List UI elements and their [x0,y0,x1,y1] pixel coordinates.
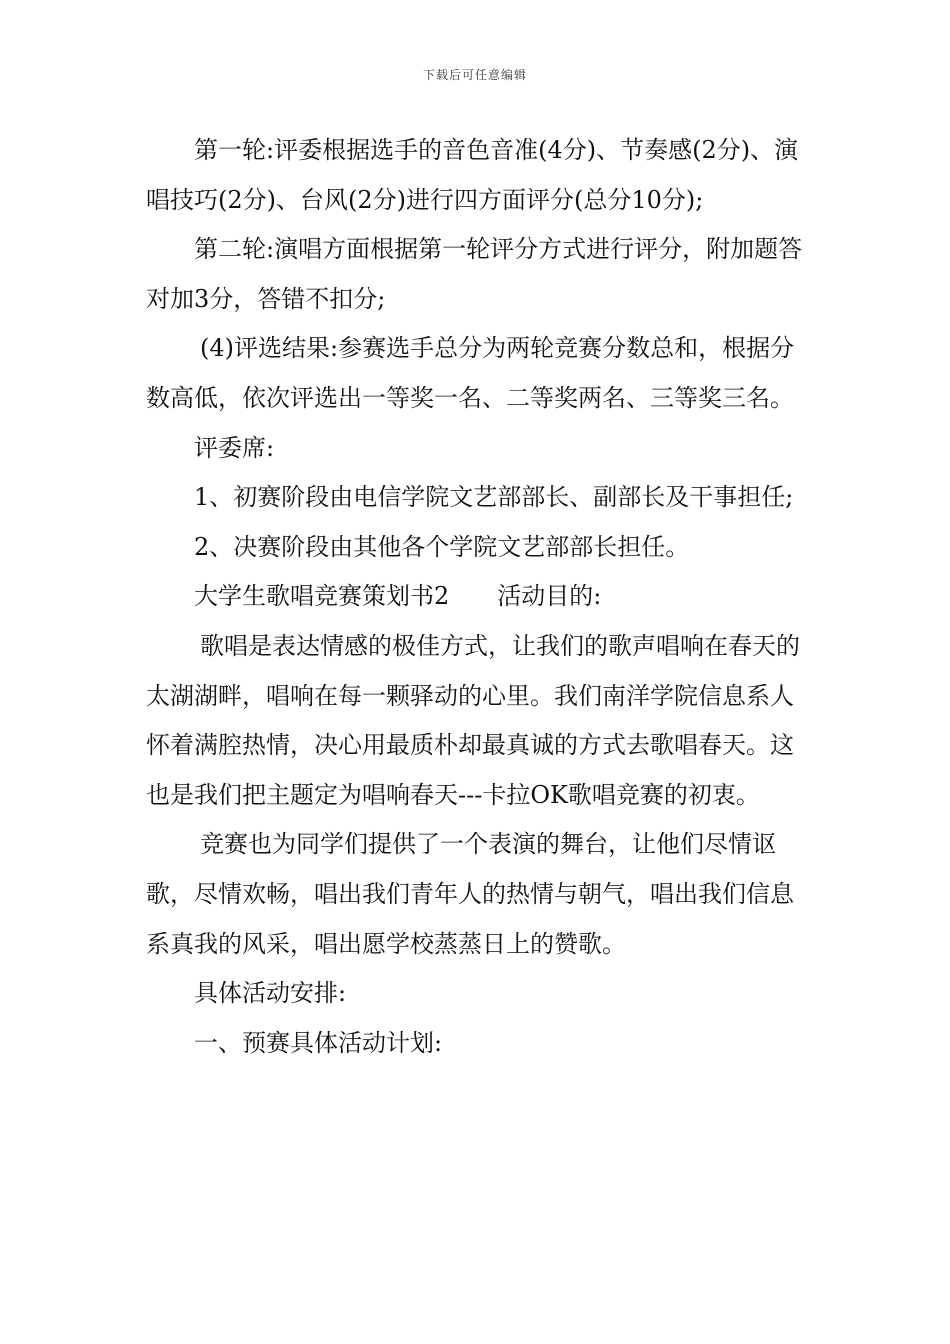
paragraph-preliminary-plan-heading: 一、预赛具体活动计划: [194,1028,443,1057]
paragraph-purpose-one: 歌唱是表达情感的极佳方式，让我们的歌声唱响在春天的太湖湖畔，唱响在每一颗驿动的心里。我们南洋学院信息系人怀着满腔热情，决心用最质朴却最真诚的方式去歌唱春天。这也是我们把主题定为唱响春天---卡拉OK歌唱竞赛的初衷。 [146,631,800,809]
paragraph-round-one: 第一轮:评委根据选手的音色音准(4分)、节奏感(2分)、演唱技巧(2分)、台风(2分)进行四方面评分(总分10分); [146,136,799,214]
paragraph-round-two: 第二轮:演唱方面根据第一轮评分方式进行评分，附加题答对加3分，答错不扣分; [146,235,803,313]
document-body [146,126,812,1068]
paragraph-results: (4)评选结果:参赛选手总分为两轮竞赛分数总和，根据分数高低，依次评选出一等奖一名、二等奖两名、三等奖三名。 [146,334,795,412]
section-title-line [146,572,812,622]
paragraph-arrangement-heading: 具体活动安排: [194,979,347,1008]
paragraph-judges-final: 2、决赛阶段由其他各个学院文艺部部长担任。 [194,532,690,561]
section-title: 大学生歌唱竞赛策划书2 [194,582,450,611]
section-subtitle-purpose: 活动目的: [497,582,602,611]
page-header-note: 下载后可任意编辑 [422,68,527,82]
paragraph-judges-preliminary: 1、初赛阶段由电信学院文艺部部长、副部长及干事担任; [194,483,794,512]
paragraph-judges-heading: 评委席: [194,433,275,462]
paragraph-purpose-two: 竞赛也为同学们提供了一个表演的舞台，让他们尽情讴歌，尽情欢畅，唱出我们青年人的热情与朝气，唱出我们信息系真我的风采，唱出愿学校蒸蒸日上的赞歌。 [146,830,794,958]
